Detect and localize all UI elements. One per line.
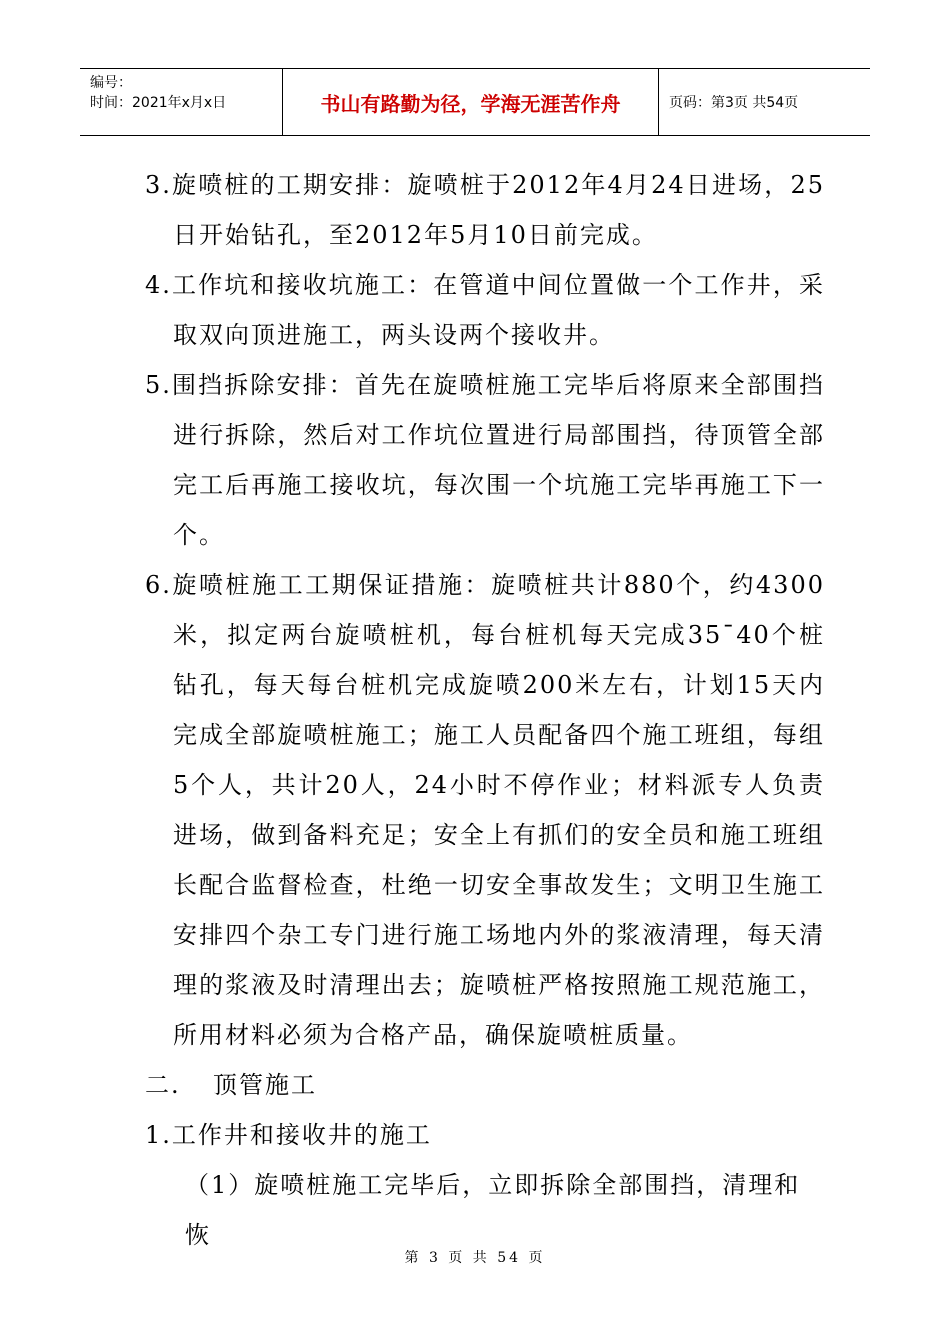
list-item: 5.围挡拆除安排：首先在旋喷桩施工完毕后将原来全部围挡进行拆除，然后对工作坑位置进行局部围挡，待顶管全部完工后再施工接收坑，每次围一个坑施工完毕再施工下一个。 <box>145 371 825 549</box>
section-heading <box>145 1060 825 1110</box>
header-page-info: 页码：第3页 共54页 <box>669 95 799 111</box>
list-item: 4.工作坑和接收坑施工：在管道中间位置做一个工作井，采取双向顶进施工，两头设两个接收井。 <box>145 271 825 349</box>
paragraph: （1）旋喷桩施工完毕后，立即拆除全部围挡，清理和恢 <box>185 1171 801 1249</box>
document-date: 时间：2021年x月x日 <box>90 95 227 111</box>
document-number-label: 编号： <box>90 75 132 91</box>
header-motto: 书山有路勤为径，学海无涯苦作舟 <box>283 69 659 135</box>
header-meta <box>80 69 283 135</box>
page-footer: 第 3 页 共 54 页 <box>404 1250 546 1266</box>
section-number: 二. <box>145 1071 181 1099</box>
list-item: 3.旋喷桩的工期安排：旋喷桩于2012年4月24日进场，25日开始钻孔，至2012年5月10日前完成。 <box>145 171 825 249</box>
page-header <box>80 68 870 136</box>
section-title: 顶管施工 <box>213 1071 317 1099</box>
document-body <box>145 160 825 1260</box>
subsection-heading: 1.工作井和接收井的施工 <box>145 1121 432 1149</box>
list-item: 6.旋喷桩施工工期保证措施：旋喷桩共计880个，约4300米，拟定两台旋喷桩机，每台桩机每天完成35¯40个桩钻孔，每天每台桩机完成旋喷200米左右，计划15天内完成全部旋喷桩施工；施工人员配备四个施工班组，每组5个人，共计20人，24小时不停作业；材料派专人负责进场，做到备料充足；安全上有抓们的安全员和施工班组长配合监督检查，杜绝一切安全事故发生；文明卫生施工安排四个杂工专门进行施工场地内外的浆液清理，每天清理的浆液及时清理出去；旋喷桩严格按照施工规范施工，所用材料必须为合格产品，确保旋喷桩质量。 <box>145 571 825 1049</box>
